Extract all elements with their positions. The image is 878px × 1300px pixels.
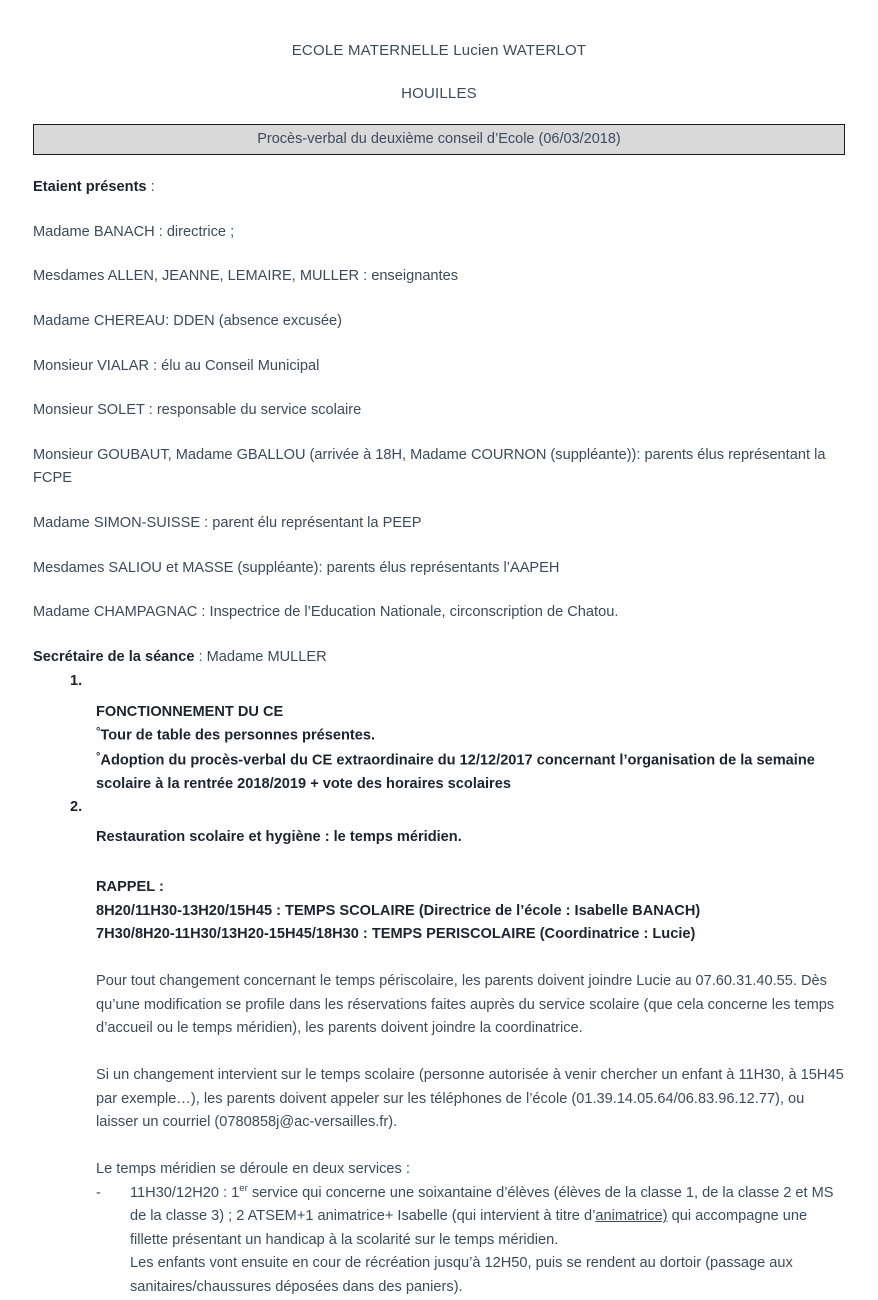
rappel-label: RAPPEL :: [96, 879, 164, 896]
agenda-item-1-bullet-text: Adoption du procès-verbal du CE extraordinaire du 12/12/2017 concernant l’organisation de la semaine scolaire à la rentrée 2018/2019 + vote des horaires scolaires: [96, 752, 815, 792]
ordinal-suffix: er: [239, 1182, 248, 1194]
agenda-item-1: [33, 670, 845, 797]
attendee-entry: Mesdames ALLEN, JEANNE, LEMAIRE, MULLER : enseignantes: [33, 268, 459, 285]
agenda-list: [33, 670, 845, 850]
city-heading: HOUILLES: [401, 85, 477, 102]
attendee-entry: Madame SIMON-SUISSE : parent élu représentant la PEEP: [33, 515, 422, 532]
attendee-entry: Madame CHEREAU: DDEN (absence excusée): [33, 312, 343, 329]
service-item-1: [96, 1182, 845, 1300]
degree-bullet-icon: °: [96, 726, 101, 739]
session-secretary-value: : Madame MULLER: [194, 649, 327, 666]
agenda-item-2-number: 2.: [70, 799, 83, 816]
rappel-line-periscolaire: 7H30/8H20-11H30/13H20-15H45/18H30 : TEMPS PERISCOLAIRE (Coordinatrice : Lucie): [96, 926, 696, 943]
paragraph-scolaire: Si un changement intervient sur le temps scolaire (personne autorisée à venir chercher un enfant à 11H30, à 15H45 par exemple…), les parents doivent appeler sur les téléphones de l’école (01.39.14.05.64/06.83.96.12.77), ou laisser un courriel (0780858j@ac-versailles.fr).: [96, 1066, 844, 1131]
agenda-item-1-title: FONCTIONNEMENT DU CE: [96, 703, 284, 720]
attendee-entry: Monsieur GOUBAUT, Madame GBALLOU (arrivée à 18H, Madame COURNON (suppléante)): parents élus représentant la FCPE: [33, 446, 826, 487]
service-1-description-tail: qui accompagne une fillette présentant un handicap à la scolarité sur le temps méridien.: [130, 1208, 808, 1248]
attendance-lead-suffix: :: [146, 179, 155, 195]
service-item-1-text: [130, 1182, 834, 1248]
degree-bullet-icon: °: [96, 750, 101, 763]
agenda-item-1-bullet: [96, 749, 845, 797]
service-1-underlined-term: animatrice): [595, 1208, 668, 1225]
agenda-item-1-number: 1.: [70, 672, 83, 689]
attendee-entry: Monsieur VIALAR : élu au Conseil Municipal: [33, 357, 320, 374]
agenda-item-2: [33, 796, 845, 850]
services-intro: Le temps méridien se déroule en deux services :: [96, 1160, 410, 1177]
services-list: [96, 1182, 845, 1300]
service-1-time-label: 11H30/12H20 : 1: [130, 1184, 240, 1201]
attendance-lead-label: Etaient présents: [33, 179, 147, 195]
school-name-heading: ECOLE MATERNELLE Lucien WATERLOT: [291, 42, 587, 59]
agenda-item-2-title: Restauration scolaire et hygiène : le temps méridien.: [96, 829, 462, 846]
document-title-banner: Procès-verbal du deuxième conseil d’Ecole (06/03/2018): [33, 124, 845, 155]
document-body: [0, 155, 878, 1300]
attendee-entry: Madame CHAMPAGNAC : Inspectrice de l’Education Nationale, circonscription de Chatou.: [33, 604, 619, 621]
session-secretary: [33, 625, 845, 670]
service-1-description: service qui concerne une soixantaine d’élèves (élèves de la classe 1, de la classe 2 et MS de la classe 3) ; 2 ATSEM+1 animatrice+ Isabelle (qui intervient à titre d’: [130, 1184, 834, 1225]
temps-meridien-details: [33, 947, 845, 1300]
agenda-item-1-bullet-text: Tour de table des personnes présentes.: [100, 727, 376, 744]
attendee-entry: Madame BANACH : directrice ;: [33, 223, 235, 240]
session-secretary-label: Secrétaire de la séance: [33, 649, 195, 666]
rappel-block: [33, 850, 845, 947]
dash-bullet-icon: -: [96, 1184, 101, 1201]
attendee-entry: Monsieur SOLET : responsable du service scolaire: [33, 402, 362, 419]
attendance-lead: [33, 155, 845, 200]
service-1-second-paragraph: Les enfants vont ensuite en cour de récréation jusqu’à 12H50, puis se rendent au dortoir (passage aux sanitaires/chaussures déposées dans des paniers).: [130, 1255, 793, 1296]
paragraph-periscolaire: Pour tout changement concernant le temps périscolaire, les parents doivent joindre Lucie au 07.60.31.40.55. Dès qu’une modification se profile dans les réservations faites auprès du service scolaire (que cela concerne les temps d’accueil ou le temps méridien), les parents doivent joindre la coordinatrice.: [96, 973, 835, 1037]
attendee-entry: Mesdames SALIOU et MASSE (suppléante): parents élus représentants l’AAPEH: [33, 559, 560, 576]
rappel-line-scolaire: 8H20/11H30-13H20/15H45 : TEMPS SCOLAIRE (Directrice de l’école : Isabelle BANACH): [96, 902, 701, 919]
agenda-item-1-bullet: [96, 724, 845, 748]
